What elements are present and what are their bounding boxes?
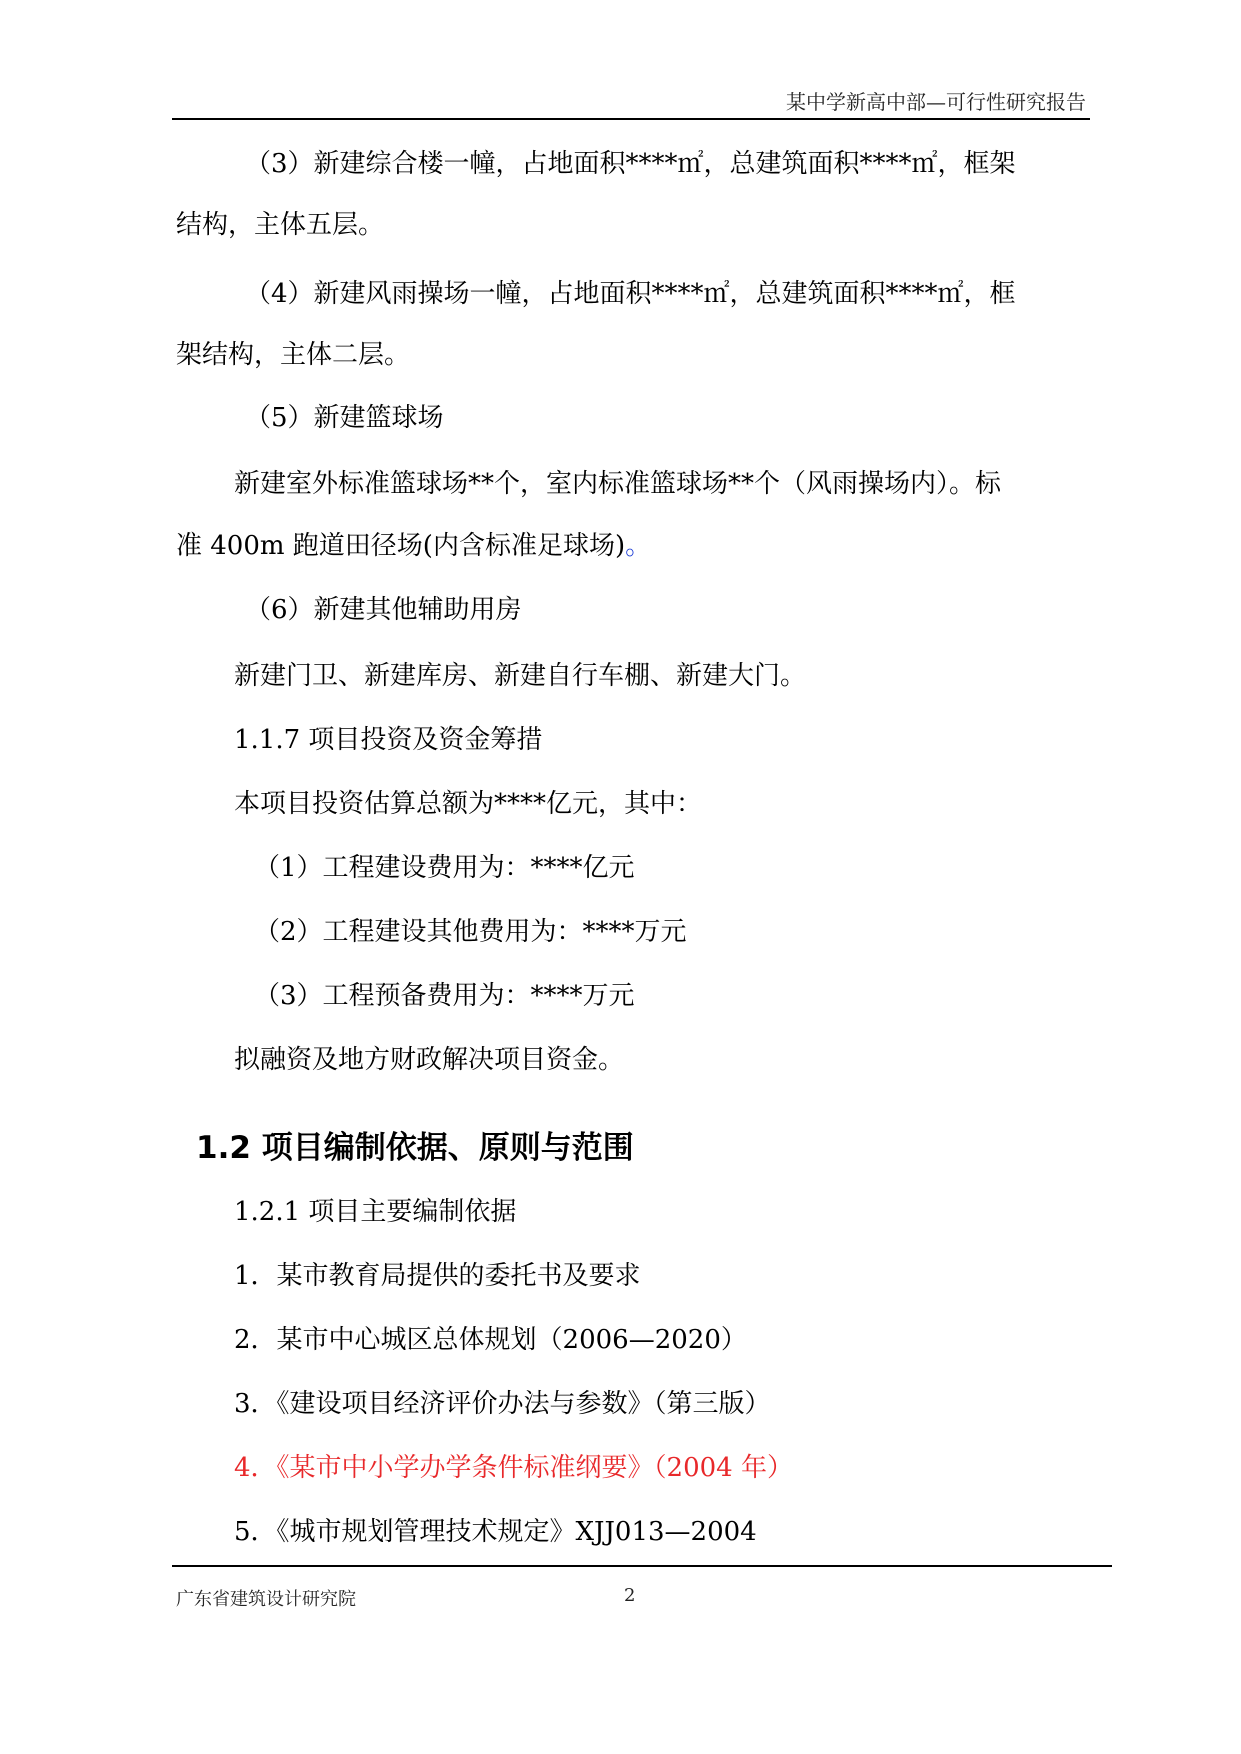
section-1-2-1-title: 1.2.1 项目主要编制依据	[234, 1197, 517, 1227]
p5-body-line2	[176, 528, 651, 564]
p5-body-line2-text: 准 400m 跑道田径场(内含标准足球场)	[176, 531, 626, 561]
p4-line2: 架结构，主体二层。	[176, 340, 411, 370]
p6-body: 新建门卫、新建库房、新建自行车棚、新建大门。	[234, 661, 807, 691]
invest-item-1: （1）工程建设费用为：****亿元	[254, 853, 635, 883]
invest-intro: 本项目投资估算总额为****亿元，其中：	[234, 789, 703, 819]
invest-financing: 拟融资及地方财政解决项目资金。	[234, 1045, 625, 1075]
section-1-2-heading: 1.2 项目编制依据、原则与范围	[196, 1130, 634, 1166]
basis-item-3: 3．《建设项目经济评价办法与参数》（第三版）	[234, 1389, 771, 1419]
p6-title: （6）新建其他辅助用房	[245, 595, 522, 625]
p3-line2: 结构，主体五层。	[176, 210, 385, 240]
footer-divider	[172, 1565, 1112, 1567]
basis-item-2: 2．某市中心城区总体规划（2006—2020）	[234, 1325, 747, 1355]
header-divider	[172, 118, 1090, 120]
invest-item-2: （2）工程建设其他费用为：****万元	[254, 917, 687, 947]
basis-item-4: 4．《某市中小学办学条件标准纲要》（2004 年）	[234, 1453, 793, 1483]
section-1-1-7-title: 1.1.7 项目投资及资金筹措	[234, 725, 543, 755]
footer-organization: 广东省建筑设计研究院	[176, 1589, 356, 1610]
p5-body-line1: 新建室外标准篮球场**个，室内标准篮球场**个（风雨操场内）。标	[234, 469, 1002, 499]
p5-title: （5）新建篮球场	[245, 403, 444, 433]
p4-line1: （4）新建风雨操场一幢，占地面积****㎡，总建筑面积****㎡，框	[245, 279, 1016, 309]
p5-body-line2-end: 。	[625, 531, 652, 561]
basis-item-1: 1．某市教育局提供的委托书及要求	[234, 1261, 641, 1291]
p3-line1: （3）新建综合楼一幢，占地面积****㎡，总建筑面积****㎡，框架	[245, 149, 1016, 179]
basis-item-5: 5．《城市规划管理技术规定》XJJ013—2004	[234, 1517, 757, 1547]
page-number: 2	[624, 1585, 636, 1606]
header-title: 某中学新高中部—可行性研究报告	[786, 90, 1086, 114]
invest-item-3: （3）工程预备费用为：****万元	[254, 981, 635, 1011]
